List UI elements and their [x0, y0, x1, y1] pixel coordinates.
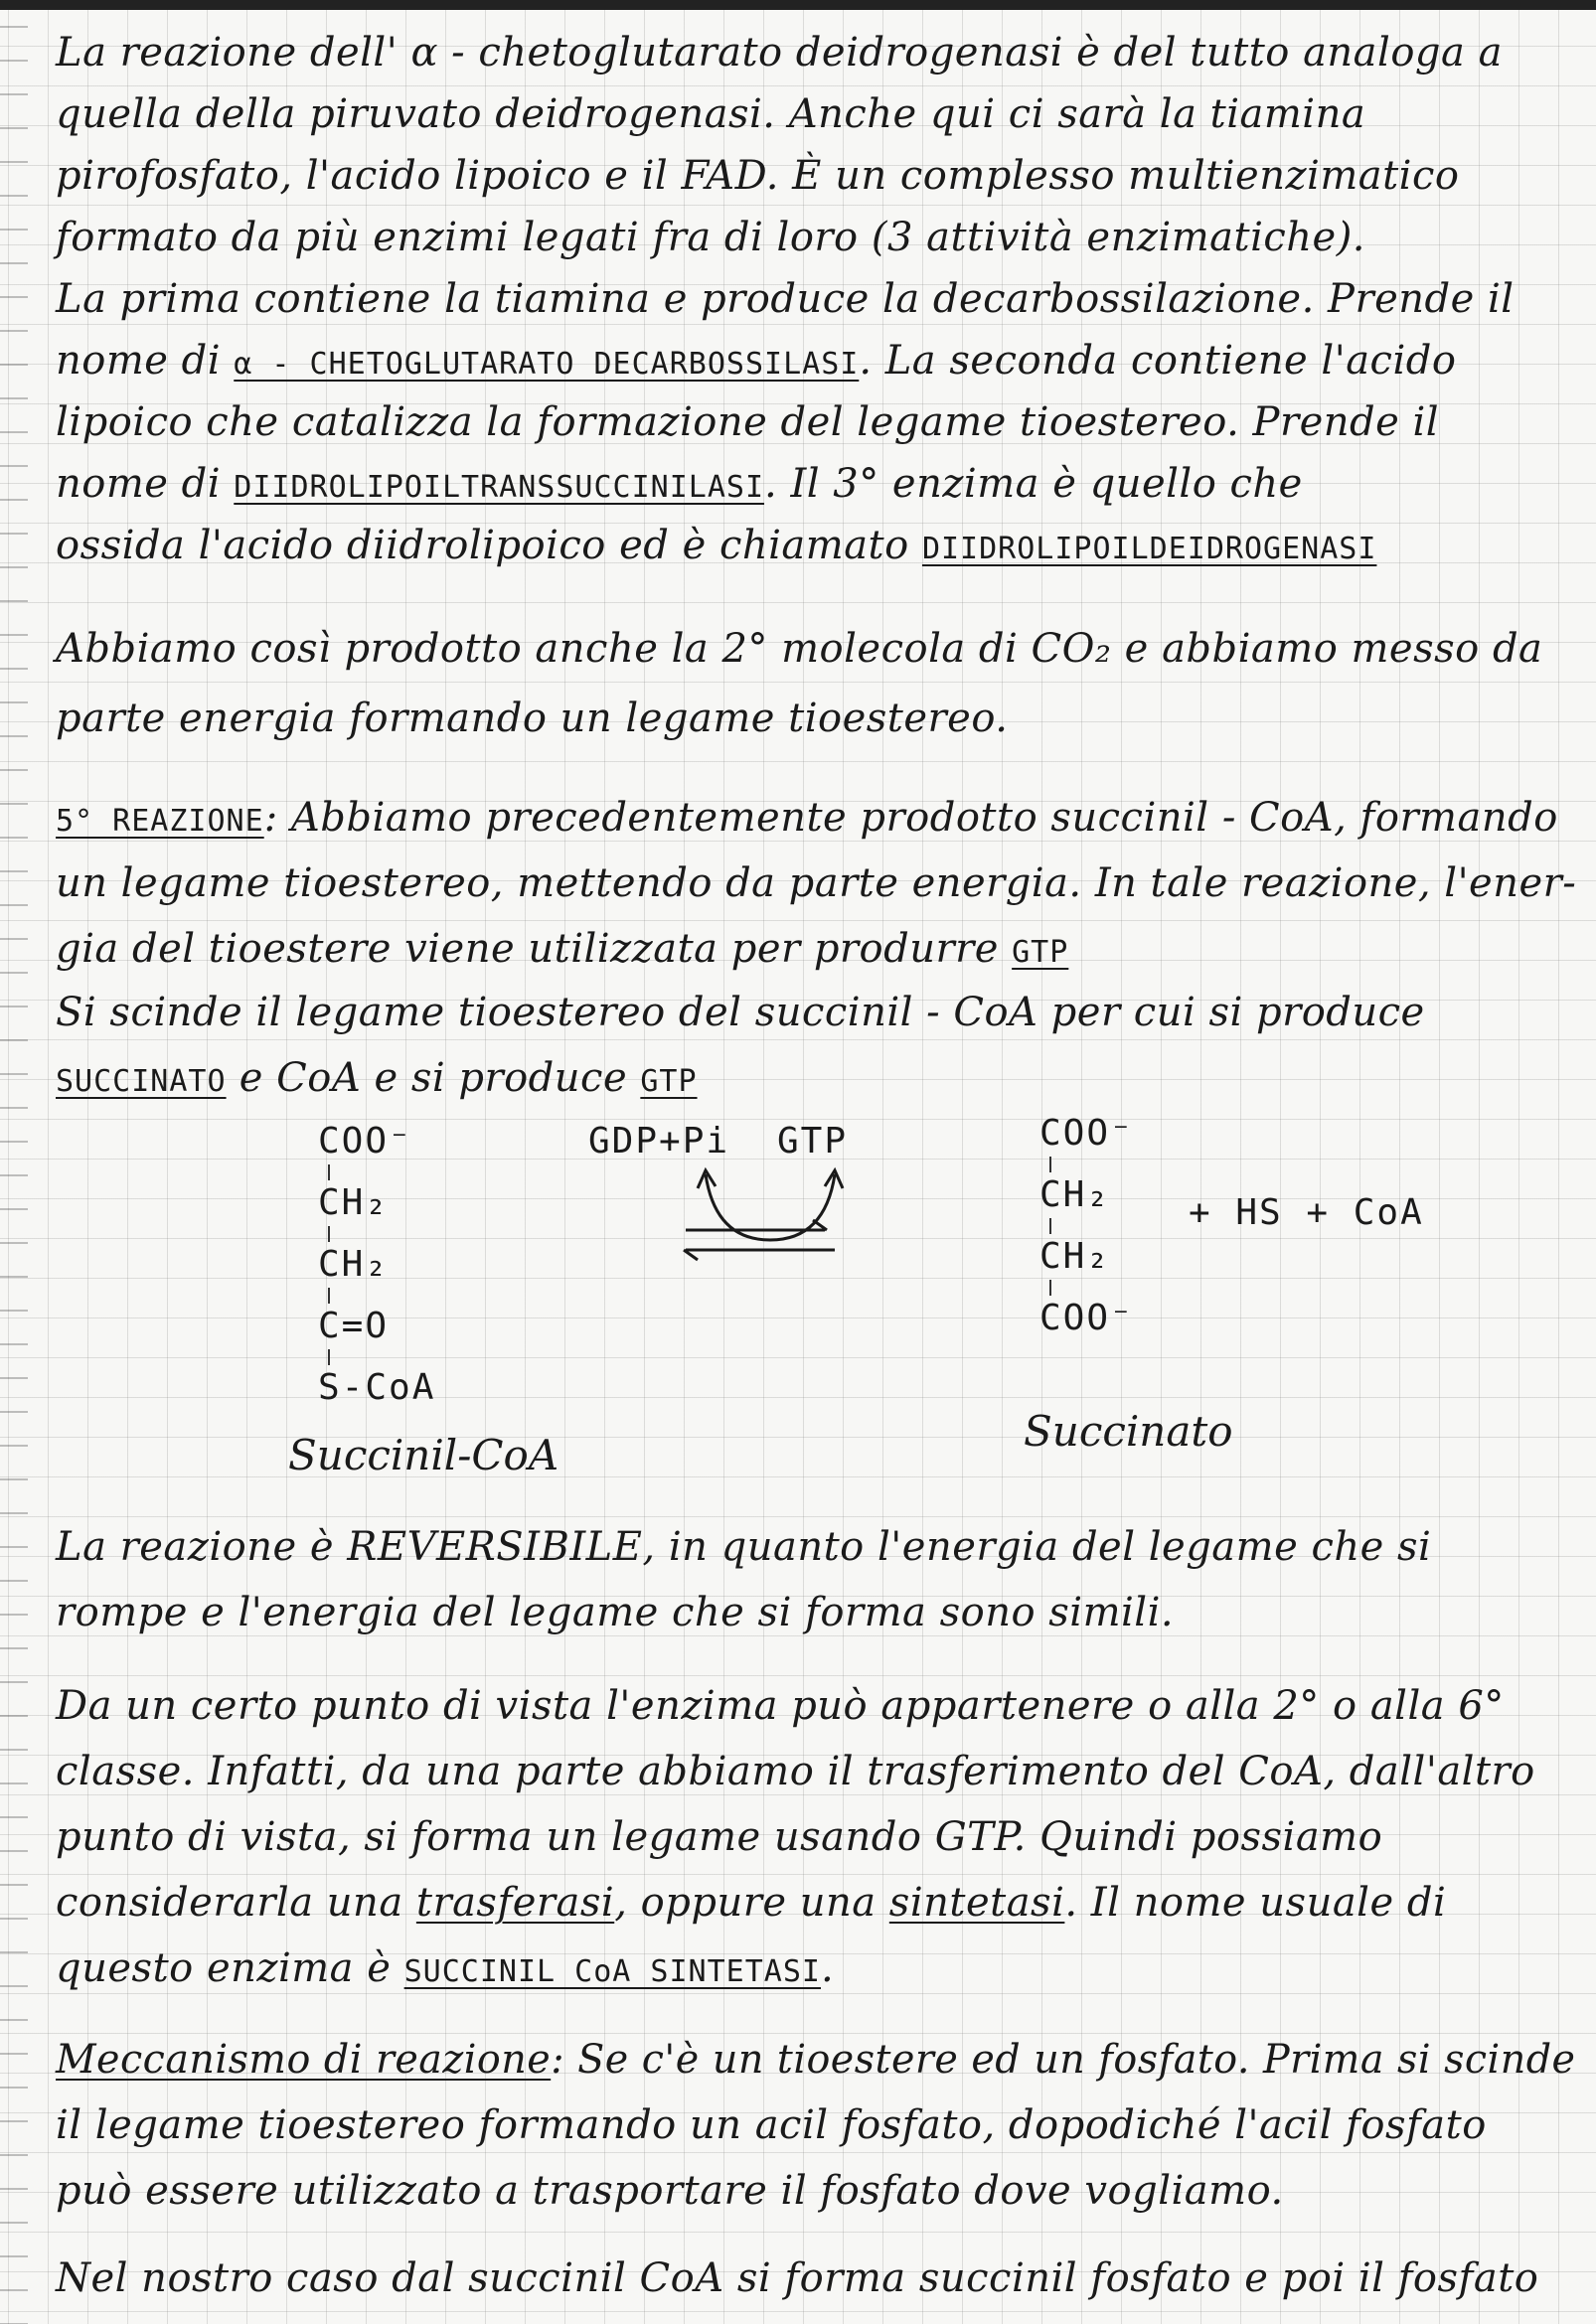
text-line: lipoico che catalizza la formazione del legame tioestereo. Prende il [56, 399, 1440, 445]
enzyme-name: DIIDROLIPOILDEIDROGENASI [921, 532, 1377, 566]
compound-label: Succinato [1024, 1407, 1233, 1456]
compound-label: Succinil-CoA [288, 1431, 559, 1479]
formula-group: COO⁻ [1039, 1113, 1134, 1154]
highlight-term: GTP [1012, 935, 1069, 970]
text-line: La reazione dell' α - chetoglutarato deidrogenasi è del tutto analoga a [56, 30, 1503, 76]
text-fragment: : Se c'è un tioestere ed un fosfato. Prima si scinde [551, 2037, 1576, 2083]
enzyme-name: α - CHETOGLUTARATO DECARBOSSILASI [234, 347, 860, 382]
text-fragment: gia del tioestere viene utilizzata per produrre [56, 926, 1013, 972]
enzyme-name: SUCCINIL CoA SINTETASI [403, 1954, 821, 1989]
formula-group: CH₂ [318, 1182, 390, 1223]
text-line: Nel nostro caso dal succinil CoA si forma succinil fosfato e poi il fosfato [56, 2255, 1539, 2301]
text-line [56, 461, 1303, 507]
formula-group: CH₂ [1039, 1236, 1111, 1277]
text-fragment: nome di [56, 338, 235, 384]
text-fragment: , oppure una [614, 1880, 889, 1926]
formula-group: S-CoA [318, 1367, 436, 1408]
section-heading: 5° REAZIONE [56, 804, 264, 839]
formula-group: CH₂ [318, 1244, 390, 1285]
bond-line [1049, 1218, 1051, 1234]
bond-line [328, 1226, 330, 1242]
text-line: La prima contiene la tiamina e produce la decarbossilazione. Prende il [56, 276, 1515, 322]
text-line [56, 1945, 834, 1991]
formula-group: C=O [318, 1306, 390, 1346]
text-line [56, 1055, 698, 1101]
text-line: La reazione è REVERSIBILE, in quanto l'energia del legame che si [56, 1524, 1432, 1570]
text-line: Si scinde il legame tioestereo del succinil - CoA per cui si produce [56, 990, 1425, 1035]
highlight-term: trasferasi [415, 1880, 615, 1926]
highlight-term: GTP [640, 1064, 698, 1099]
text-line: formato da più enzimi legati fra di loro (3 attività enzimatiche). [56, 215, 1366, 260]
text-line: un legame tioestereo, mettendo da parte energia. In tale reazione, l'ener- [56, 860, 1577, 906]
text-line: punto di vista, si forma un legame usando GTP. Quindi possiamo [56, 1814, 1383, 1860]
text-line: Abbiamo così prodotto anche la 2° molecola di CO₂ e abbiamo messo da [56, 626, 1543, 672]
text-line: può essere utilizzato a trasportare il fosfato dove vogliamo. [56, 2168, 1284, 2214]
text-line: pirofosfato, l'acido lipoico e il FAD. È un complesso multienzimatico [56, 153, 1460, 199]
text-line: rompe e l'energia del legame che si forma sono simili. [56, 1590, 1175, 1635]
text-line: Da un certo punto di vista l'enzima può appartenere o alla 2° o alla 6° [56, 1683, 1505, 1729]
text-fragment: . Il nome usuale di [1064, 1880, 1447, 1926]
text-line [56, 523, 1376, 568]
text-line [56, 1880, 1446, 1926]
text-line: parte energia formando un legame tioestereo. [56, 696, 1009, 741]
text-line [56, 2037, 1575, 2083]
coproduct: + HS + CoA [1189, 1192, 1424, 1233]
text-fragment: nome di [56, 461, 235, 507]
scan-edge [0, 0, 1596, 10]
text-fragment: . La seconda contiene l'acido [859, 338, 1457, 384]
formula-group: CH₂ [1039, 1174, 1111, 1215]
text-line [56, 926, 1068, 972]
text-fragment: . [820, 1945, 835, 1991]
text-line [56, 338, 1456, 384]
section-heading: Meccanismo di reazione [56, 2037, 552, 2083]
text-fragment: questo enzima è [56, 1945, 404, 1991]
reaction-arrow-icon [676, 1161, 865, 1270]
text-line: classe. Infatti, da una parte abbiamo il trasferimento del CoA, dall'altro [56, 1749, 1535, 1794]
formula-group: COO⁻ [318, 1121, 412, 1162]
highlight-term: SUCCINATO [56, 1064, 227, 1099]
text-fragment: : Abbiamo precedentemente prodotto succinil - CoA, formando [263, 795, 1558, 841]
text-fragment: e CoA e si produce [226, 1055, 641, 1101]
text-fragment: . Il 3° enzima è quello che [764, 461, 1303, 507]
bond-line [328, 1288, 330, 1304]
formula-group: COO⁻ [1039, 1298, 1134, 1338]
bond-line [328, 1164, 330, 1180]
bond-line [328, 1349, 330, 1365]
product-label: GTP [777, 1121, 849, 1162]
text-line: quella della piruvato deidrogenasi. Anche qui ci sarà la tiamina [56, 91, 1366, 137]
text-fragment: considerarla una [56, 1880, 416, 1926]
reactant-label: GDP+Pi [588, 1121, 730, 1162]
highlight-term: sintetasi [888, 1880, 1065, 1926]
bond-line [1049, 1280, 1051, 1296]
text-fragment: ossida l'acido diidrolipoico ed è chiamato [56, 523, 922, 568]
bond-line [1049, 1157, 1051, 1172]
notebook-binding [0, 0, 28, 2324]
text-line: il legame tioestereo formando un acil fosfato, dopodiché l'acil fosfato [56, 2102, 1487, 2148]
text-line [56, 795, 1558, 841]
enzyme-name: DIIDROLIPOILTRANSSUCCINILASI [234, 470, 765, 505]
